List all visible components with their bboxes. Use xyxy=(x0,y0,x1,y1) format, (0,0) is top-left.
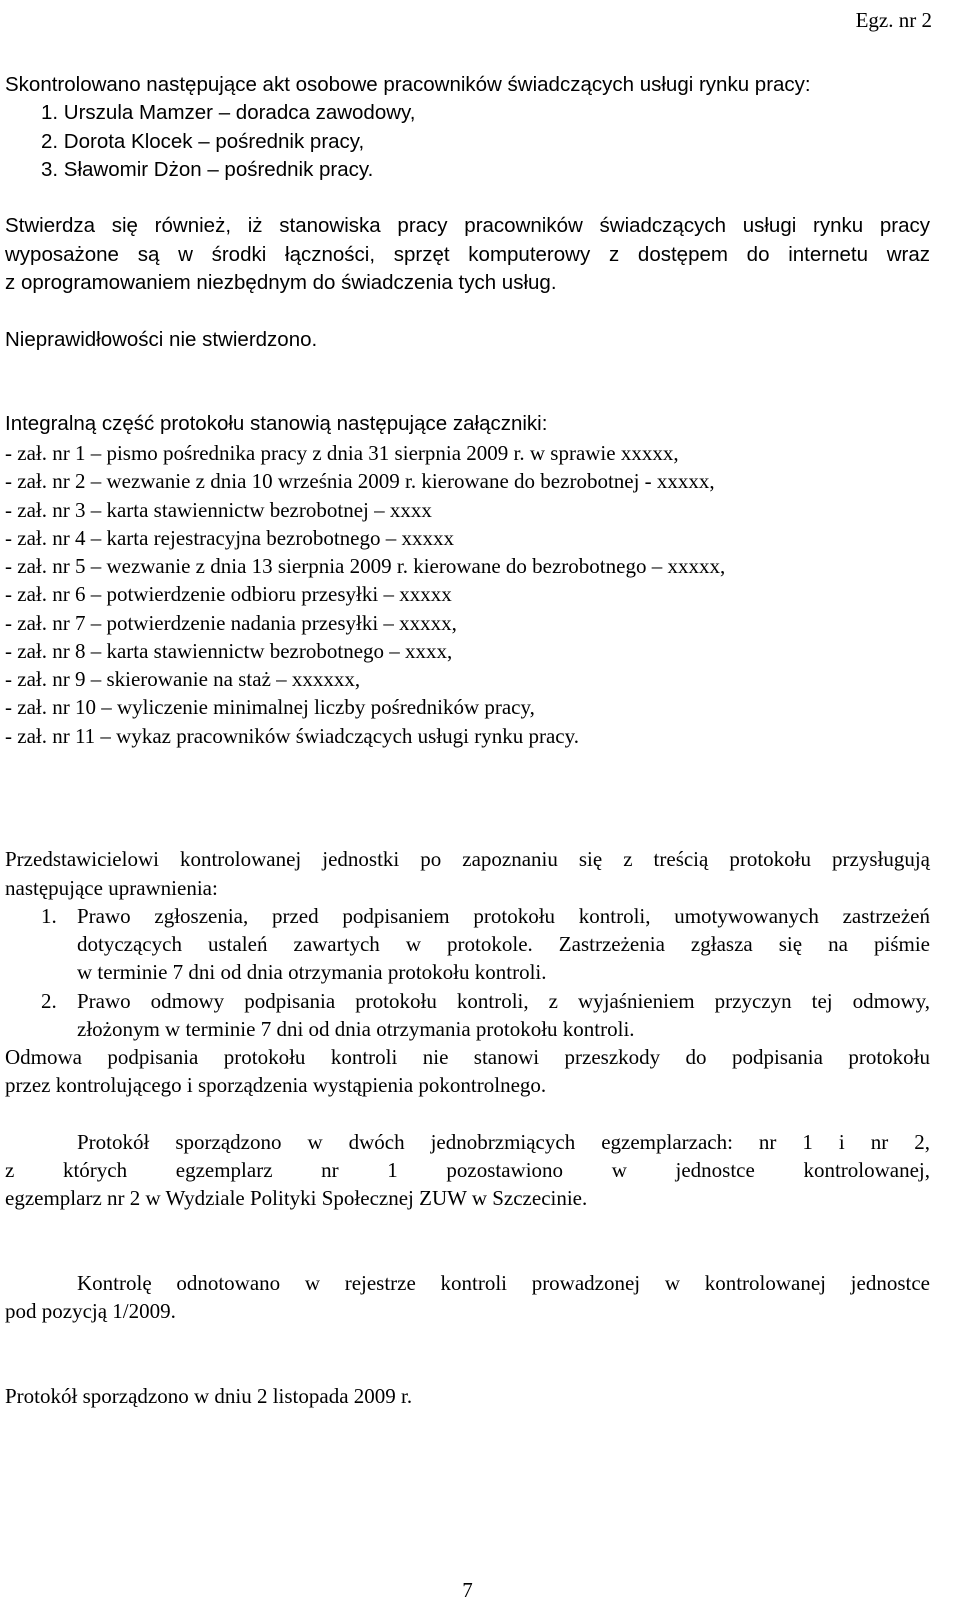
attachment-item: - zał. nr 8 – karta stawiennictw bezrobotnego – xxxx, xyxy=(5,639,453,663)
rights-intro-line-1: Przedstawicielowi kontrolowanej jednostki po zapoznaniu się z treścią protokołu przysługują xyxy=(5,847,930,871)
registry-line-2: pod pozycją 1/2009. xyxy=(5,1299,176,1323)
copies-line-3: egzemplarz nr 2 w Wydziale Polityki Społecznej ZUW w Szczecinie. xyxy=(5,1186,588,1210)
rights-item-2-line: Prawo odmowy podpisania protokołu kontroli, z wyjaśnieniem przyczyn tej odmowy, xyxy=(77,989,930,1013)
attachment-item: - zał. nr 3 – karta stawiennictw bezrobotnej – xxxx xyxy=(5,498,432,522)
copies-line-2: z których egzemplarz nr 1 pozostawiono w jednostce kontrolowanej, xyxy=(5,1158,930,1182)
rights-item-1-line: w terminie 7 dni od dnia otrzymania protokołu kontroli. xyxy=(77,960,547,984)
finding-line-2: wyposażone są w środki łączności, sprzęt komputerowy z dostępem do internetu wraz xyxy=(5,243,930,266)
rights-item-1-line: Prawo zgłoszenia, przed podpisaniem protokołu kontroli, umotywowanych zastrzeżeń xyxy=(77,904,930,928)
attachment-item: - zał. nr 7 – potwierdzenie nadania przesyłki – xxxxx, xyxy=(5,611,457,635)
inspected-item-3: 3. Sławomir Dżon – pośrednik pracy. xyxy=(41,158,374,181)
inspected-item-2: 2. Dorota Klocek – pośrednik pracy, xyxy=(41,130,365,153)
registry-line-1: Kontrolę odnotowano w rejestrze kontroli prowadzonej w kontrolowanej jednostce xyxy=(77,1271,930,1295)
no-irregularities: Nieprawidłowości nie stwierdzono. xyxy=(5,328,318,351)
attachments-intro: Integralną część protokołu stanowią następujące załączniki: xyxy=(5,412,548,435)
attachment-item: - zał. nr 4 – karta rejestracyjna bezrobotnego – xxxxx xyxy=(5,526,454,550)
finding-line-3: z oprogramowaniem niezbędnym do świadczenia tych usług. xyxy=(5,271,557,294)
attachment-item: - zał. nr 6 – potwierdzenie odbioru przesyłki – xxxxx xyxy=(5,582,452,606)
protocol-date: Protokół sporządzono w dniu 2 listopada 2009 r. xyxy=(5,1384,413,1408)
rights-item-1-number: 1. xyxy=(41,904,57,928)
copies-line-1: Protokół sporządzono w dwóch jednobrzmiących egzemplarzach: nr 1 i nr 2, xyxy=(77,1130,930,1154)
rights-item-2-line: złożonym w terminie 7 dni od dnia otrzymania protokołu kontroli. xyxy=(77,1017,635,1041)
rights-item-2-number: 2. xyxy=(41,989,57,1013)
refusal-line-2: przez kontrolującego i sporządzenia wystąpienia pokontrolnego. xyxy=(5,1073,547,1097)
inspected-item-1: 1. Urszula Mamzer – doradca zawodowy, xyxy=(41,101,416,124)
refusal-line-1: Odmowa podpisania protokołu kontroli nie stanowi przeszkody do podpisania protokołu xyxy=(5,1045,930,1069)
attachment-item: - zał. nr 5 – wezwanie z dnia 13 sierpnia 2009 r. kierowane do bezrobotnego – xxxxx, xyxy=(5,554,726,578)
attachment-item: - zał. nr 2 – wezwanie z dnia 10 września 2009 r. kierowane do bezrobotnej - xxxxx, xyxy=(5,469,715,493)
attachment-item: - zał. nr 11 – wykaz pracowników świadczących usługi rynku pracy. xyxy=(5,724,579,748)
inspected-intro: Skontrolowano następujące akt osobowe pracowników świadczących usługi rynku pracy: xyxy=(5,73,811,96)
rights-intro-line-2: następujące uprawnienia: xyxy=(5,876,218,900)
copy-label: Egz. nr 2 xyxy=(855,8,932,32)
page-number: 7 xyxy=(462,1578,473,1602)
attachment-item: - zał. nr 1 – pismo pośrednika pracy z dnia 31 sierpnia 2009 r. w sprawie xxxxx, xyxy=(5,441,679,465)
finding-line-1: Stwierdza się również, iż stanowiska pracy pracowników świadczących usługi rynku pracy xyxy=(5,214,930,237)
attachment-item: - zał. nr 9 – skierowanie na staż – xxxxxx, xyxy=(5,667,361,691)
attachment-item: - zał. nr 10 – wyliczenie minimalnej liczby pośredników pracy, xyxy=(5,695,535,719)
rights-item-1-line: dotyczących ustaleń zawartych w protokole. Zastrzeżenia zgłasza się na piśmie xyxy=(77,932,930,956)
